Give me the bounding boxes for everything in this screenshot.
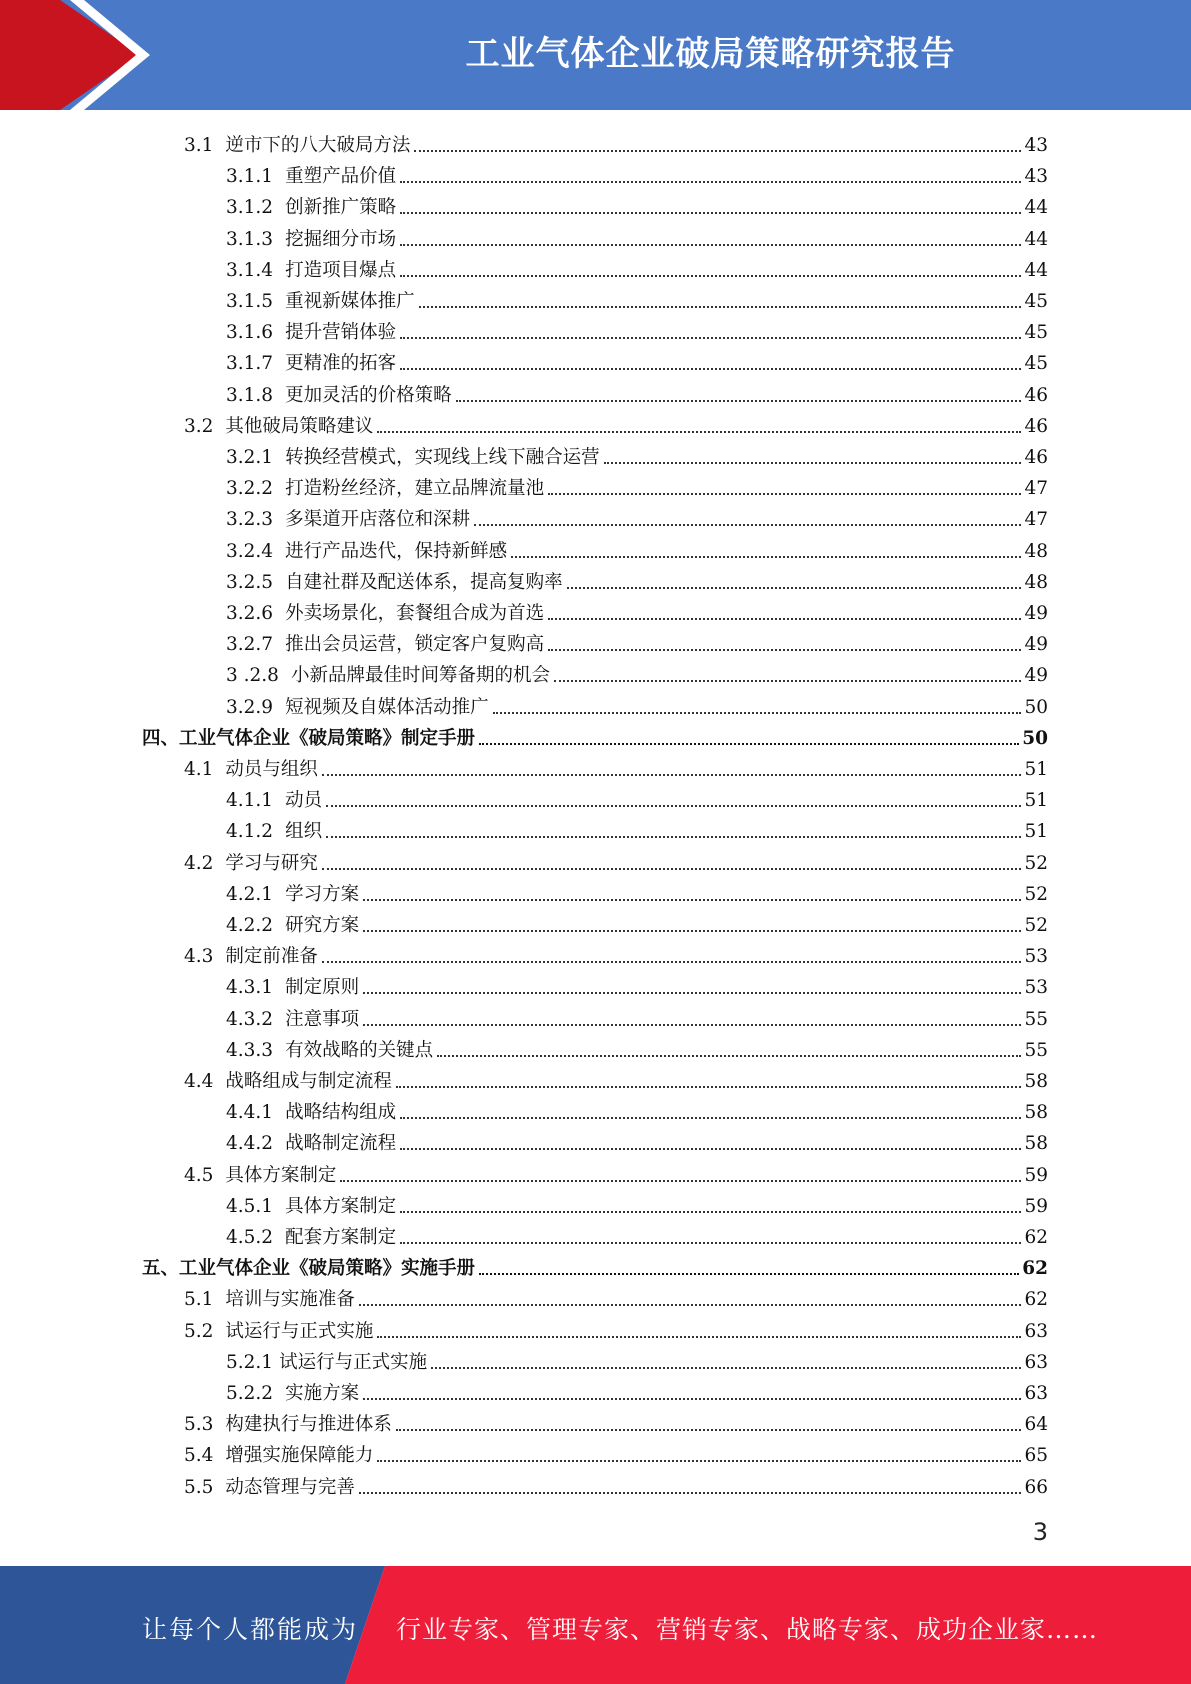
toc-entry-page: 45: [1024, 353, 1048, 375]
toc-entry-number: 4.4: [184, 1071, 214, 1092]
toc-entry-number: 3.2.7: [226, 634, 274, 656]
toc-entry-number: 3.1.4: [226, 259, 274, 281]
toc-chapter[interactable]: [142, 1251, 1048, 1281]
toc-entry[interactable]: [226, 1376, 1048, 1406]
toc-entry-title: 试运行与正式实施: [225, 1320, 374, 1342]
toc-entry-page: 48: [1024, 571, 1048, 593]
toc-chapter[interactable]: [142, 721, 1048, 751]
toc-entry-page: 52: [1024, 883, 1048, 905]
footer-slogan-right: 行业专家、管理专家、营销专家、战略专家、成功企业家……: [396, 1615, 1099, 1644]
toc-entry-title: 研究方案: [285, 915, 360, 936]
toc-entry[interactable]: [184, 128, 1048, 158]
toc-dot-leader: [554, 679, 1021, 682]
toc-entry-title: 制定前准备: [225, 946, 318, 968]
toc-dot-leader: [326, 835, 1021, 838]
toc-entry-number: 4.3: [184, 946, 214, 968]
toc-entry-title: 具体方案制定: [225, 1164, 337, 1186]
toc-dot-leader: [363, 1023, 1021, 1026]
toc-entry[interactable]: [226, 565, 1048, 595]
toc-entry-page: 45: [1024, 291, 1048, 312]
toc-dot-leader: [400, 1116, 1021, 1119]
toc-dot-leader: [400, 211, 1021, 214]
toc-entry-page: 62: [1022, 1258, 1048, 1280]
toc-entry-page: 46: [1024, 384, 1048, 406]
toc-entry-number: 4.5: [184, 1164, 214, 1186]
footer-slogan-left: 让每个人都能成为: [142, 1615, 359, 1644]
toc-entry-page: 49: [1024, 665, 1048, 687]
toc-dot-leader: [400, 1241, 1021, 1244]
toc-entry-number: 3.2.3: [226, 509, 274, 531]
toc-entry-title: 提升营销体验: [285, 322, 397, 344]
toc-dot-leader: [363, 1397, 1021, 1400]
toc-entry-number: 3.1.7: [226, 353, 274, 375]
toc-dot-leader: [400, 336, 1021, 339]
toc-dot-leader: [548, 492, 1021, 495]
toc-entry-page: 51: [1024, 790, 1048, 812]
toc-dot-leader: [548, 617, 1021, 620]
toc-entry-page: 43: [1024, 135, 1048, 156]
toc-entry-number: 3.2.4: [226, 540, 274, 562]
toc-dot-leader: [400, 180, 1021, 183]
toc-entry-number: 5.1: [184, 1289, 214, 1311]
toc-entry[interactable]: [226, 908, 1048, 938]
toc-dot-leader: [567, 586, 1022, 589]
toc-entry[interactable]: [226, 1220, 1048, 1250]
toc-entry[interactable]: [184, 1470, 1048, 1500]
toc-dot-leader: [548, 648, 1021, 651]
toc-entry-page: 63: [1024, 1320, 1048, 1342]
toc-dot-leader: [322, 867, 1022, 870]
toc-entry[interactable]: [226, 159, 1048, 189]
page-header: [0, 0, 1191, 110]
toc-dot-leader: [359, 1491, 1022, 1494]
toc-dot-leader: [322, 960, 1022, 963]
toc-entry-number: 4.5.1: [226, 1195, 274, 1217]
toc-dot-leader: [493, 711, 1022, 714]
toc-entry-title: 其他破局策略建议: [225, 415, 374, 437]
toc-entry[interactable]: [226, 284, 1048, 314]
toc-entry-title: 战略结构组成: [285, 1102, 397, 1124]
toc-entry-title: 动态管理与完善: [225, 1476, 355, 1498]
toc-entry-title: 动员与组织: [225, 759, 318, 780]
toc-entry-number: 5.4: [184, 1445, 214, 1467]
toc-entry-title: 配套方案制定: [285, 1227, 397, 1248]
toc-entry-title: 动员: [285, 790, 323, 812]
toc-entry-page: 58: [1024, 1133, 1048, 1155]
toc-entry[interactable]: [226, 970, 1048, 1000]
toc-entry-number: 3.2.5: [226, 571, 274, 593]
toc-entry-title: 自建社群及配送体系，提高复购率: [285, 571, 563, 593]
toc-entry-title: 战略制定流程: [285, 1133, 397, 1155]
toc-entry-number: 5.2.1: [226, 1351, 274, 1373]
toc-entry-page: 48: [1024, 540, 1048, 562]
toc-entry-title: 外卖场景化，套餐组合成为首选: [285, 603, 545, 624]
toc-entry-number: 4.5.2: [226, 1227, 274, 1248]
toc-entry-title: 进行产品迭代，保持新鲜感: [285, 540, 508, 562]
toc-dot-leader: [340, 1179, 1021, 1182]
toc-entry[interactable]: [226, 315, 1048, 345]
toc-entry[interactable]: [226, 877, 1048, 907]
toc-dot-leader: [419, 305, 1022, 308]
toc-entry-number: 3.1.2: [226, 197, 274, 219]
toc-dot-leader: [396, 1428, 1022, 1431]
toc-entry-title: 学习方案: [285, 883, 360, 905]
toc-dot-leader: [326, 804, 1021, 807]
toc-entry-title: 小新品牌最佳时间筹备期的机会: [290, 665, 550, 687]
toc-entry-title: 构建执行与推进体系: [225, 1414, 392, 1436]
toc-entry-title: 组织: [285, 821, 323, 843]
toc-entry[interactable]: [226, 534, 1048, 564]
toc-entry-page: 43: [1024, 166, 1048, 188]
toc-entry[interactable]: [184, 1158, 1048, 1188]
toc-entry-title: 有效战略的关键点: [285, 1039, 434, 1061]
toc-entry[interactable]: [226, 814, 1048, 844]
toc-entry-number: 4.4.1: [226, 1102, 274, 1124]
toc-dot-leader: [400, 1147, 1021, 1150]
toc-entry[interactable]: [226, 502, 1048, 532]
toc-entry-page: 44: [1024, 197, 1048, 219]
toc-entry-number: 3.2.1: [226, 447, 274, 468]
toc-entry[interactable]: [226, 471, 1048, 501]
toc-entry-number: 3.1: [184, 135, 214, 156]
toc-dot-leader: [479, 742, 1019, 745]
toc-entry-number: 5.3: [184, 1414, 214, 1436]
toc-entry-page: 44: [1024, 259, 1048, 281]
toc-entry-number: 4.2.1: [226, 883, 274, 905]
toc-entry-number: 4.3.2: [226, 1008, 274, 1030]
toc-dot-leader: [431, 1366, 1021, 1369]
toc-entry-page: 47: [1024, 478, 1048, 500]
toc-entry-title: 增强实施保障能力: [225, 1445, 374, 1467]
toc-entry-number: 4.1.1: [226, 790, 274, 812]
toc-entry-page: 59: [1024, 1195, 1048, 1217]
toc-entry-number: 4.2: [184, 852, 214, 874]
toc-entry-number: 3 .2.8: [226, 665, 279, 687]
toc-entry[interactable]: [226, 690, 1048, 720]
toc-entry-page: 62: [1024, 1289, 1048, 1311]
toc-entry[interactable]: [184, 1407, 1048, 1437]
toc-entry-page: 47: [1024, 509, 1048, 531]
toc-entry-number: 4.3.1: [226, 977, 274, 999]
toc-dot-leader: [363, 991, 1021, 994]
page-number: 3: [1032, 1518, 1048, 1546]
toc-dot-leader: [363, 929, 1021, 932]
toc-entry[interactable]: [226, 1345, 1048, 1375]
toc-entry-number: 4.1.2: [226, 821, 274, 843]
toc-entry[interactable]: [226, 253, 1048, 283]
toc-dot-leader: [377, 430, 1021, 433]
toc-entry-number: 4.4.2: [226, 1133, 274, 1155]
toc-entry-title: 推出会员运营，锁定客户复购高: [285, 634, 545, 656]
toc-entry[interactable]: [184, 409, 1048, 439]
toc-dot-leader: [322, 773, 1022, 776]
page-footer: [0, 1566, 1191, 1684]
toc-entry-page: 55: [1024, 1039, 1048, 1061]
toc-entry-title: 四、工业气体企业《破局策略》制定手册: [142, 727, 476, 749]
toc-entry-number: 3.2.6: [226, 603, 274, 624]
toc-entry-page: 50: [1024, 696, 1048, 718]
toc-entry-number: 5.5: [184, 1476, 214, 1498]
toc-entry-title: 具体方案制定: [285, 1195, 397, 1217]
toc-dot-leader: [474, 523, 1021, 526]
toc-dot-leader: [400, 367, 1021, 370]
toc-entry[interactable]: [226, 440, 1048, 470]
toc-entry[interactable]: [226, 627, 1048, 657]
toc-dot-leader: [400, 274, 1021, 277]
toc-entry-title: 打造项目爆点: [285, 259, 397, 281]
toc-entry[interactable]: [184, 1438, 1048, 1468]
toc-dot-leader: [400, 1210, 1021, 1213]
toc-entry-page: 51: [1024, 759, 1048, 780]
toc-entry[interactable]: [226, 658, 1048, 688]
toc-entry-number: 4.3.3: [226, 1039, 274, 1061]
toc-entry-page: 51: [1024, 821, 1048, 843]
toc-entry-page: 66: [1024, 1476, 1048, 1498]
toc-dot-leader: [414, 149, 1021, 152]
toc-entry-page: 58: [1024, 1102, 1048, 1124]
toc-entry-page: 63: [1024, 1383, 1048, 1404]
toc-entry[interactable]: [184, 752, 1048, 782]
toc-dot-leader: [604, 461, 1022, 464]
toc-dot-leader: [377, 1335, 1021, 1338]
toc-entry-page: 46: [1024, 415, 1048, 437]
toc-dot-leader: [437, 1054, 1021, 1057]
toc-entry-title: 创新推广策略: [285, 197, 397, 219]
toc-entry-title: 学习与研究: [225, 852, 318, 874]
toc-entry-title: 制定原则: [285, 977, 360, 999]
toc-entry-title: 多渠道开店落位和深耕: [285, 509, 471, 531]
toc-entry-page: 49: [1024, 603, 1048, 624]
toc-entry-page: 55: [1024, 1008, 1048, 1030]
toc-entry-page: 58: [1024, 1071, 1048, 1092]
toc-dot-leader: [511, 555, 1021, 558]
toc-entry-title: 短视频及自媒体活动推广: [285, 696, 489, 718]
toc-entry[interactable]: [226, 1095, 1048, 1125]
toc-entry[interactable]: [226, 1033, 1048, 1063]
toc-dot-leader: [377, 1459, 1021, 1462]
toc-entry-number: 3.2: [184, 415, 214, 437]
toc-entry-page: 49: [1024, 634, 1048, 656]
toc-entry[interactable]: [226, 1002, 1048, 1032]
toc-entry-title: 打造粉丝经济，建立品牌流量池: [285, 478, 545, 500]
toc-entry-number: 3.1.6: [226, 322, 274, 344]
toc-entry[interactable]: [226, 783, 1048, 813]
toc-entry-page: 64: [1024, 1414, 1048, 1436]
toc-entry-page: 65: [1024, 1445, 1048, 1467]
toc-entry-title: 更加灵活的价格策略: [285, 384, 452, 406]
toc-entry-title: 转换经营模式，实现线上线下融合运营: [285, 447, 600, 468]
toc-entry-number: 3.2.2: [226, 478, 274, 500]
toc-dot-leader: [456, 399, 1022, 402]
toc-entry[interactable]: [184, 1314, 1048, 1344]
toc-entry-number: 3.1.3: [226, 228, 274, 250]
toc-entry-title: 五、工业气体企业《破局策略》实施手册: [142, 1258, 476, 1280]
toc-entry[interactable]: [184, 939, 1048, 969]
toc-entry-number: 3.2.9: [226, 696, 274, 718]
toc-entry-number: 3.1.1: [226, 166, 274, 188]
toc-entry-title: 培训与实施准备: [225, 1289, 355, 1311]
toc-entry-title: 挖掘细分市场: [285, 228, 397, 250]
toc-entry[interactable]: [184, 1064, 1048, 1094]
toc-entry[interactable]: [226, 1189, 1048, 1219]
toc-entry-title: 实施方案: [285, 1383, 360, 1404]
toc-dot-leader: [400, 243, 1021, 246]
report-title: 工业气体企业破局策略研究报告: [465, 34, 956, 74]
toc-entry-page: 53: [1024, 946, 1048, 968]
toc-dot-leader: [396, 1085, 1022, 1088]
toc-entry-title: 更精准的拓客: [285, 353, 397, 375]
toc-entry[interactable]: [184, 1282, 1048, 1312]
toc-entry-page: 52: [1024, 852, 1048, 874]
toc-entry[interactable]: [226, 190, 1048, 220]
toc-entry-page: 53: [1024, 977, 1048, 999]
toc-dot-leader: [363, 898, 1021, 901]
toc-entry-number: 4.2.2: [226, 915, 274, 936]
toc-entry[interactable]: [226, 346, 1048, 376]
toc-dot-leader: [359, 1303, 1022, 1306]
toc-entry-title: 逆市下的八大破局方法: [225, 135, 411, 156]
toc-entry-page: 52: [1024, 915, 1048, 936]
toc-entry-page: 45: [1024, 322, 1048, 344]
toc-entry-title: 注意事项: [285, 1008, 360, 1030]
toc-entry[interactable]: [226, 378, 1048, 408]
toc-dot-leader: [479, 1272, 1019, 1275]
toc-entry-title: 试运行与正式实施: [279, 1351, 428, 1373]
toc-entry-title: 重视新媒体推广: [285, 291, 415, 312]
toc-entry-number: 5.2.2: [226, 1383, 274, 1404]
toc-entry-number: 3.1.8: [226, 384, 274, 406]
toc-entry-page: 59: [1024, 1164, 1048, 1186]
toc-entry-page: 63: [1024, 1351, 1048, 1373]
toc-entry-title: 战略组成与制定流程: [225, 1071, 392, 1092]
toc-entry-page: 62: [1024, 1227, 1048, 1248]
toc-entry-number: 4.1: [184, 759, 214, 780]
toc-entry-title: 重塑产品价值: [285, 166, 397, 188]
toc-entry[interactable]: [226, 596, 1048, 626]
toc-entry-number: 5.2: [184, 1320, 214, 1342]
toc-entry[interactable]: [226, 1126, 1048, 1156]
toc-entry-page: 44: [1024, 228, 1048, 250]
toc-entry[interactable]: [226, 222, 1048, 252]
toc-entry-page: 50: [1022, 727, 1048, 749]
toc-entry-number: 3.1.5: [226, 291, 274, 312]
toc-entry[interactable]: [184, 846, 1048, 876]
toc-entry-page: 46: [1024, 447, 1048, 468]
